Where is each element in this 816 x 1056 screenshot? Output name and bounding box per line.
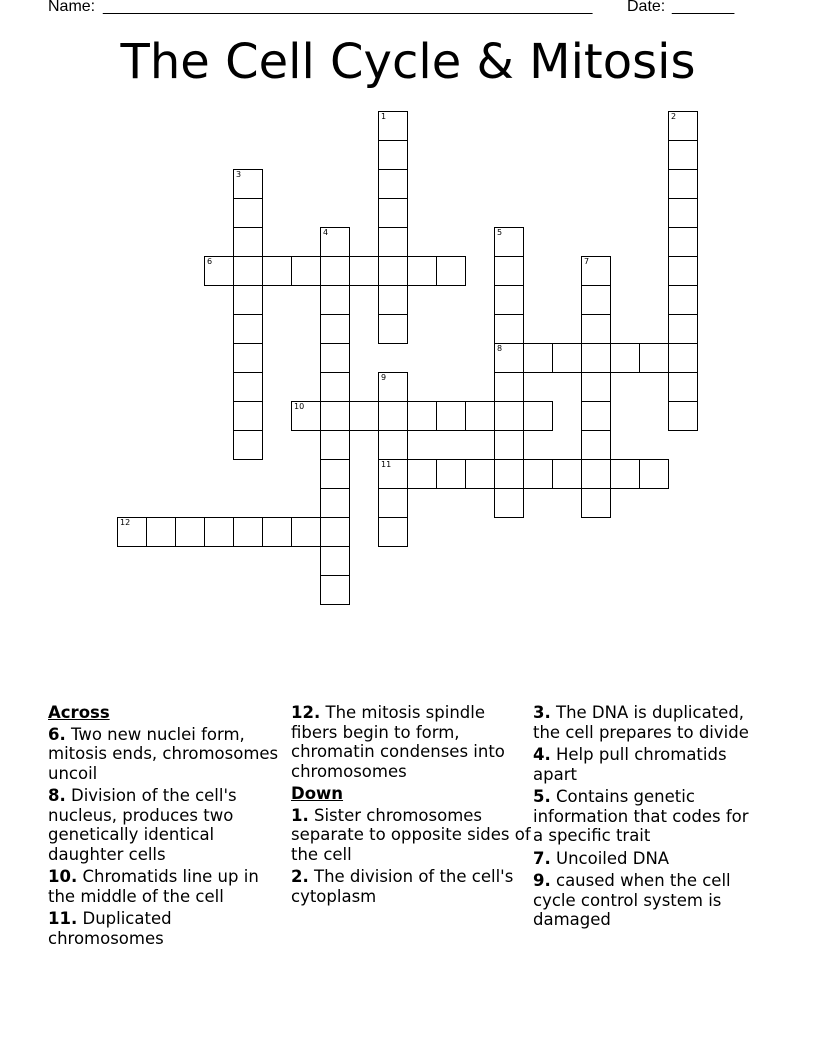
crossword-cell[interactable] xyxy=(204,517,234,547)
clue-text: Sister chromosomes separate to opposite sides of the cell xyxy=(291,805,531,864)
clue-number: 3. xyxy=(533,703,551,722)
crossword-cell[interactable] xyxy=(668,372,698,402)
crossword-cell[interactable] xyxy=(233,343,263,373)
clue-number: 4. xyxy=(533,745,551,764)
clue-number-label: 9 xyxy=(381,373,387,382)
crossword-cell[interactable] xyxy=(581,459,611,489)
clue-number: 1. xyxy=(291,805,309,825)
crossword-cell[interactable] xyxy=(146,517,176,547)
crossword-cell[interactable] xyxy=(291,517,321,547)
crossword-cell[interactable] xyxy=(668,285,698,315)
clue-down-4 xyxy=(533,745,763,784)
crossword-cell[interactable] xyxy=(523,401,553,431)
crossword-cell[interactable] xyxy=(494,401,524,431)
name-blank[interactable]: _______________________________________________________ xyxy=(103,0,593,15)
crossword-cell[interactable] xyxy=(378,285,408,315)
clue-text: The DNA is duplicated, the cell prepares to divide xyxy=(533,703,749,742)
clue-text: The mitosis spindle fibers begin to form, chromatin condenses into chromosomes xyxy=(291,703,505,781)
crossword-cell[interactable] xyxy=(349,256,379,286)
clue-down-1 xyxy=(291,806,531,865)
crossword-cell[interactable] xyxy=(552,459,582,489)
crossword-cell[interactable] xyxy=(407,401,437,431)
date-label: Date: xyxy=(627,0,666,15)
crossword-cell[interactable] xyxy=(610,459,640,489)
crossword-cell[interactable] xyxy=(233,372,263,402)
clue-across-10 xyxy=(48,867,283,906)
clue-number: 9. xyxy=(533,871,551,890)
down-heading: Down xyxy=(291,784,344,803)
clue-text: Contains genetic information that codes for a specific trait xyxy=(533,787,749,845)
clue-across-8 xyxy=(48,786,283,864)
name-label: Name: xyxy=(48,0,96,15)
crossword-cell[interactable] xyxy=(378,198,408,228)
crossword-cell[interactable] xyxy=(407,256,437,286)
clue-down-7 xyxy=(533,849,763,869)
clue-number-label: 4 xyxy=(323,228,329,237)
crossword-cell[interactable] xyxy=(291,401,321,431)
clue-text: Chromatids line up in the middle of the cell xyxy=(48,867,259,906)
crossword-cell[interactable] xyxy=(320,546,350,576)
crossword-cell[interactable] xyxy=(668,169,698,199)
crossword-cell[interactable] xyxy=(320,256,350,286)
clue-number: 2. xyxy=(291,867,309,886)
crossword-cell[interactable] xyxy=(262,256,292,286)
crossword-cell[interactable] xyxy=(552,343,582,373)
crossword-cell[interactable] xyxy=(494,343,524,373)
crossword-cell[interactable] xyxy=(668,314,698,344)
crossword-cell[interactable] xyxy=(494,430,524,460)
crossword-cell[interactable] xyxy=(233,430,263,460)
crossword-cell[interactable] xyxy=(233,401,263,431)
clue-text: caused when the cell cycle control system is damaged xyxy=(533,871,731,929)
crossword-cell[interactable] xyxy=(581,256,611,286)
crossword-cell[interactable] xyxy=(378,459,408,489)
crossword-cell[interactable] xyxy=(320,227,350,257)
crossword-cell[interactable] xyxy=(436,459,466,489)
crossword-cell[interactable] xyxy=(233,285,263,315)
crossword-cell[interactable] xyxy=(523,343,553,373)
crossword-cell[interactable] xyxy=(320,314,350,344)
clue-number: 6. xyxy=(48,724,66,744)
crossword-cell[interactable] xyxy=(494,227,524,257)
crossword-cell[interactable] xyxy=(668,401,698,431)
crossword-cell[interactable] xyxy=(349,401,379,431)
clue-down-5 xyxy=(533,787,763,846)
crossword-cell[interactable] xyxy=(407,459,437,489)
crossword-cell[interactable] xyxy=(378,517,408,547)
clue-column-3 xyxy=(533,703,763,933)
clue-number: 12. xyxy=(291,703,321,722)
clue-text: Division of the cell's nucleus, produces two genetically identical daughter cells xyxy=(48,786,237,864)
clue-column-1 xyxy=(48,703,283,951)
crossword-cell[interactable] xyxy=(494,488,524,518)
crossword-cell[interactable] xyxy=(233,314,263,344)
crossword-cell[interactable] xyxy=(378,227,408,257)
clue-number-label: 6 xyxy=(207,257,213,266)
crossword-cell[interactable] xyxy=(668,111,698,141)
clue-down-2 xyxy=(291,867,531,906)
crossword-cell[interactable] xyxy=(581,372,611,402)
clue-number-label: 3 xyxy=(236,170,242,179)
crossword-cell[interactable] xyxy=(233,169,263,199)
clue-number: 7. xyxy=(533,848,551,868)
crossword-cell[interactable] xyxy=(320,488,350,518)
clue-text: Two new nuclei form, mitosis ends, chromosomes uncoil xyxy=(48,724,279,783)
clue-across-6 xyxy=(48,725,283,784)
crossword-cell[interactable] xyxy=(320,459,350,489)
clue-number-label: 5 xyxy=(497,228,503,237)
crossword-cell[interactable] xyxy=(378,488,408,518)
clue-number-label: 10 xyxy=(294,402,305,411)
crossword-cell[interactable] xyxy=(378,111,408,141)
crossword-cell[interactable] xyxy=(320,343,350,373)
crossword-cell[interactable] xyxy=(204,256,234,286)
crossword-cell[interactable] xyxy=(320,372,350,402)
crossword-cell[interactable] xyxy=(581,401,611,431)
crossword-cell[interactable] xyxy=(494,285,524,315)
clue-text: The division of the cell's cytoplasm xyxy=(291,867,514,906)
crossword-cell[interactable] xyxy=(117,517,147,547)
crossword-cell[interactable] xyxy=(233,517,263,547)
crossword-cell[interactable] xyxy=(378,372,408,402)
crossword-cell[interactable] xyxy=(581,343,611,373)
crossword-cell[interactable] xyxy=(494,459,524,489)
crossword-cell[interactable] xyxy=(378,401,408,431)
clue-number-label: 7 xyxy=(584,257,590,266)
clue-number-label: 2 xyxy=(671,112,677,121)
clue-number-label: 12 xyxy=(120,518,131,527)
crossword-cell[interactable] xyxy=(320,430,350,460)
crossword-cell[interactable] xyxy=(378,314,408,344)
crossword-cell[interactable] xyxy=(581,314,611,344)
crossword-cell[interactable] xyxy=(494,256,524,286)
crossword-cell[interactable] xyxy=(610,343,640,373)
crossword-cell[interactable] xyxy=(175,517,205,547)
crossword-cell[interactable] xyxy=(494,314,524,344)
crossword-cell[interactable] xyxy=(581,488,611,518)
page-title: The Cell Cycle & Mitosis xyxy=(120,34,696,90)
clue-across-12 xyxy=(291,703,531,781)
crossword-cell[interactable] xyxy=(668,256,698,286)
crossword-cell[interactable] xyxy=(494,372,524,402)
clue-number: 11. xyxy=(48,909,78,928)
crossword-cell[interactable] xyxy=(668,227,698,257)
crossword-cell[interactable] xyxy=(639,459,669,489)
clue-number: 8. xyxy=(48,786,66,805)
clue-text: Uncoiled DNA xyxy=(556,848,670,868)
crossword-cell[interactable] xyxy=(378,256,408,286)
crossword-cell[interactable] xyxy=(233,198,263,228)
crossword-cell[interactable] xyxy=(436,401,466,431)
across-heading: Across xyxy=(48,703,110,722)
clue-down-3 xyxy=(533,703,763,742)
crossword-cell[interactable] xyxy=(320,285,350,315)
date-blank[interactable]: _______ xyxy=(672,0,735,15)
crossword-cell[interactable] xyxy=(465,401,495,431)
crossword-cell[interactable] xyxy=(378,169,408,199)
clue-number-label: 11 xyxy=(381,460,392,469)
crossword-cell[interactable] xyxy=(523,459,553,489)
crossword-cell[interactable] xyxy=(668,140,698,170)
crossword-cell[interactable] xyxy=(320,517,350,547)
clue-text: Help pull chromatids apart xyxy=(533,745,727,784)
clue-down-9 xyxy=(533,871,763,930)
crossword-cell[interactable] xyxy=(465,459,495,489)
crossword-cell[interactable] xyxy=(436,256,466,286)
clue-number-label: 1 xyxy=(381,112,387,121)
crossword-cell[interactable] xyxy=(262,517,292,547)
crossword-cell[interactable] xyxy=(320,575,350,605)
crossword-cell[interactable] xyxy=(378,430,408,460)
crossword-cell[interactable] xyxy=(233,227,263,257)
crossword-cell[interactable] xyxy=(320,401,350,431)
crossword-cell[interactable] xyxy=(378,140,408,170)
crossword-cell[interactable] xyxy=(581,285,611,315)
crossword-cell[interactable] xyxy=(581,430,611,460)
clue-number: 10. xyxy=(48,867,78,886)
crossword-cell[interactable] xyxy=(291,256,321,286)
crossword-cell[interactable] xyxy=(639,343,669,373)
crossword-cell[interactable] xyxy=(233,256,263,286)
crossword-cell[interactable] xyxy=(668,343,698,373)
clue-text: Duplicated chromosomes xyxy=(48,909,172,948)
crossword-cell[interactable] xyxy=(668,198,698,228)
clue-number-label: 8 xyxy=(497,344,503,353)
clue-across-11 xyxy=(48,909,283,948)
clue-number: 5. xyxy=(533,787,551,806)
clue-column-2 xyxy=(291,703,531,909)
